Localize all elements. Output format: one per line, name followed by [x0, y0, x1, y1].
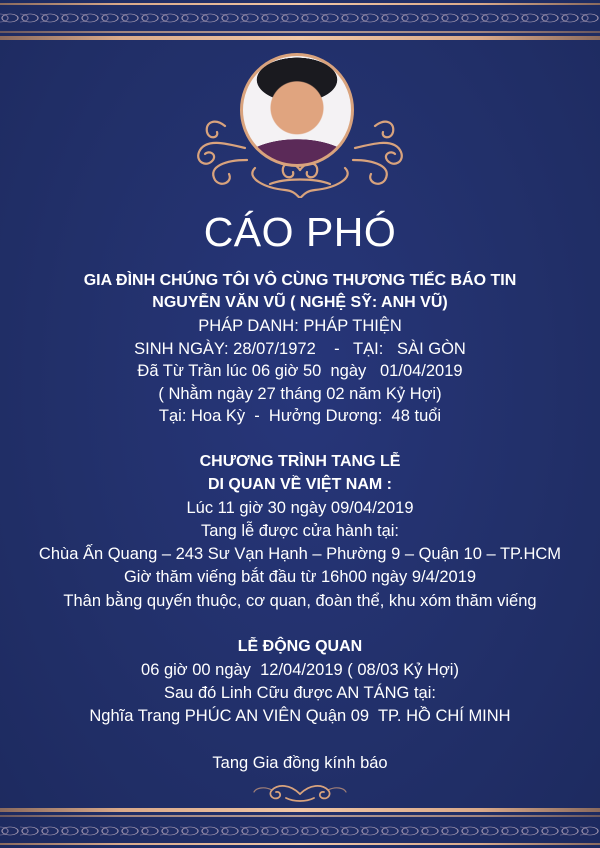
place-age: Tại: Hoa Kỳ - Hưởng Dương: 48 tuổi: [158, 407, 442, 425]
cemetery: Nghĩa Trang PHÚC AN VIÊN Quận 09 TP. HỒ CHÍ MINH: [89, 707, 511, 725]
border-rule: [0, 31, 600, 33]
portrait-photo: [240, 53, 354, 167]
venue: Chùa Ấn Quang – 243 Sư Vạn Hạnh – Phường 9 – Quận 10 – TP.HCM: [38, 545, 562, 563]
lunar-date: ( Nhằm ngày 27 tháng 02 năm Kỷ Hợi): [158, 385, 442, 403]
death-info: Đã Từ Trần lúc 06 giờ 50 ngày 01/04/2019: [137, 362, 463, 380]
border-rule: [0, 808, 600, 812]
top-border-ornament: [0, 0, 600, 46]
bottom-border-ornament: [0, 802, 600, 848]
procession-time: 06 giờ 00 ngày 12/04/2019 ( 08/03 Kỷ Hợi): [141, 661, 459, 679]
chain-pattern: [0, 824, 600, 838]
arrival-time: Lúc 11 giờ 30 ngày 09/04/2019: [186, 499, 414, 517]
headline: GIA ĐÌNH CHÚNG TÔI VÔ CÙNG THƯƠNG TIẾC BÁO TIN: [83, 272, 517, 289]
burial-label: Sau đó Linh Cữu được AN TÁNG tại:: [164, 684, 436, 702]
portrait-frame: [185, 48, 415, 198]
visiting-hours: Giờ thăm viếng bắt đầu từ 16h00 ngày 9/4/2019: [123, 568, 477, 586]
birth-info: SINH NGÀY: 28/07/1972 - TẠI: SÀI GÒN: [134, 340, 466, 358]
flourish-icon: [250, 778, 350, 804]
closing-text: Tang Gia đồng kính báo: [212, 754, 388, 772]
program-subheading: DI QUAN VỀ VIỆT NAM :: [207, 476, 392, 493]
border-rule: [0, 3, 600, 5]
invitation: Thân bằng quyến thuộc, cơ quan, đoàn thể, khu xóm thăm viếng: [63, 592, 537, 610]
page-title: CÁO PHÓ: [203, 209, 397, 255]
held-at-label: Tang lễ được cửa hành tại:: [200, 522, 400, 540]
dharma-name: PHÁP DANH: PHÁP THIỆN: [198, 317, 402, 335]
chain-pattern: [0, 11, 600, 25]
program-heading: CHƯƠNG TRÌNH TANG LỄ: [199, 453, 401, 470]
border-rule: [0, 36, 600, 40]
procession-heading: LỄ ĐỘNG QUAN: [237, 638, 363, 655]
deceased-name: NGUYỄN VĂN VŨ ( NGHỆ SỸ: ANH VŨ): [152, 294, 448, 311]
border-rule: [0, 815, 600, 817]
border-rule: [0, 843, 600, 845]
